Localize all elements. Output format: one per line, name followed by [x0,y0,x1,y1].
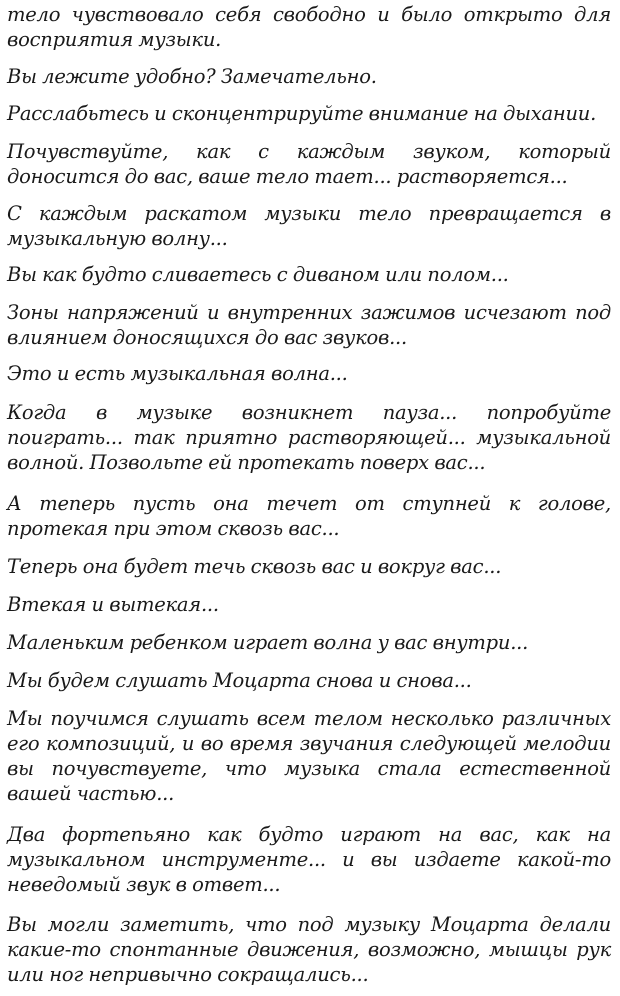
paragraph-17: Вы могли заметить, что под музыку Моцарта делали какие-то спонтанные движения, возможно, мышцы рук или ног непривычно сокращались... [7,913,611,986]
paragraph-7: Зоны напряжений и внутренних зажимов исчезают под влиянием доносящихся до вас звуков... [7,301,611,349]
paragraph-6: Вы как будто сливаетесь с диваном или полом... [7,263,509,286]
paragraph-5: С каждым раскатом музыки тело превращается в музыкальную волну... [7,202,611,250]
paragraph-1: тело чувствовало себя свободно и было открыто для восприятия музыки. [7,3,611,51]
paragraph-15: Мы поучимся слушать всем телом несколько различных его композиций, и во время звучания следующей мелодии вы почувствуете, что музыка стала естественной вашей частью... [7,707,611,805]
paragraph-16: Два фортепьяно как будто играют на вас, как на музыкальном инструменте... и вы издаете какой-то неведомый звук в ответ... [7,823,611,896]
paragraph-10: А теперь пусть она течет от ступней к голове, протекая при этом сквозь вас... [7,492,611,540]
paragraph-8: Это и есть музыкальная волна... [7,362,348,385]
paragraph-3: Расслабьтесь и сконцентрируйте внимание на дыхании. [7,102,597,125]
paragraph-12: Втекая и вытекая... [7,593,219,616]
paragraph-2: Вы лежите удобно? Замечательно. [7,65,377,88]
paragraph-4: Почувствуйте, как с каждым звуком, который доносится до вас, ваше тело тает... растворяется... [7,140,611,188]
paragraph-9: Когда в музыке возникнет пауза... попробуйте поиграть... так приятно растворяющей... музыкальной волной. Позвольте ей протекать поверх вас... [7,401,611,474]
paragraph-13: Маленьким ребенком играет волна у вас внутри... [7,631,529,654]
paragraph-14: Мы будем слушать Моцарта снова и снова... [7,669,472,692]
paragraph-11: Теперь она будет течь сквозь вас и вокруг вас... [7,555,502,578]
